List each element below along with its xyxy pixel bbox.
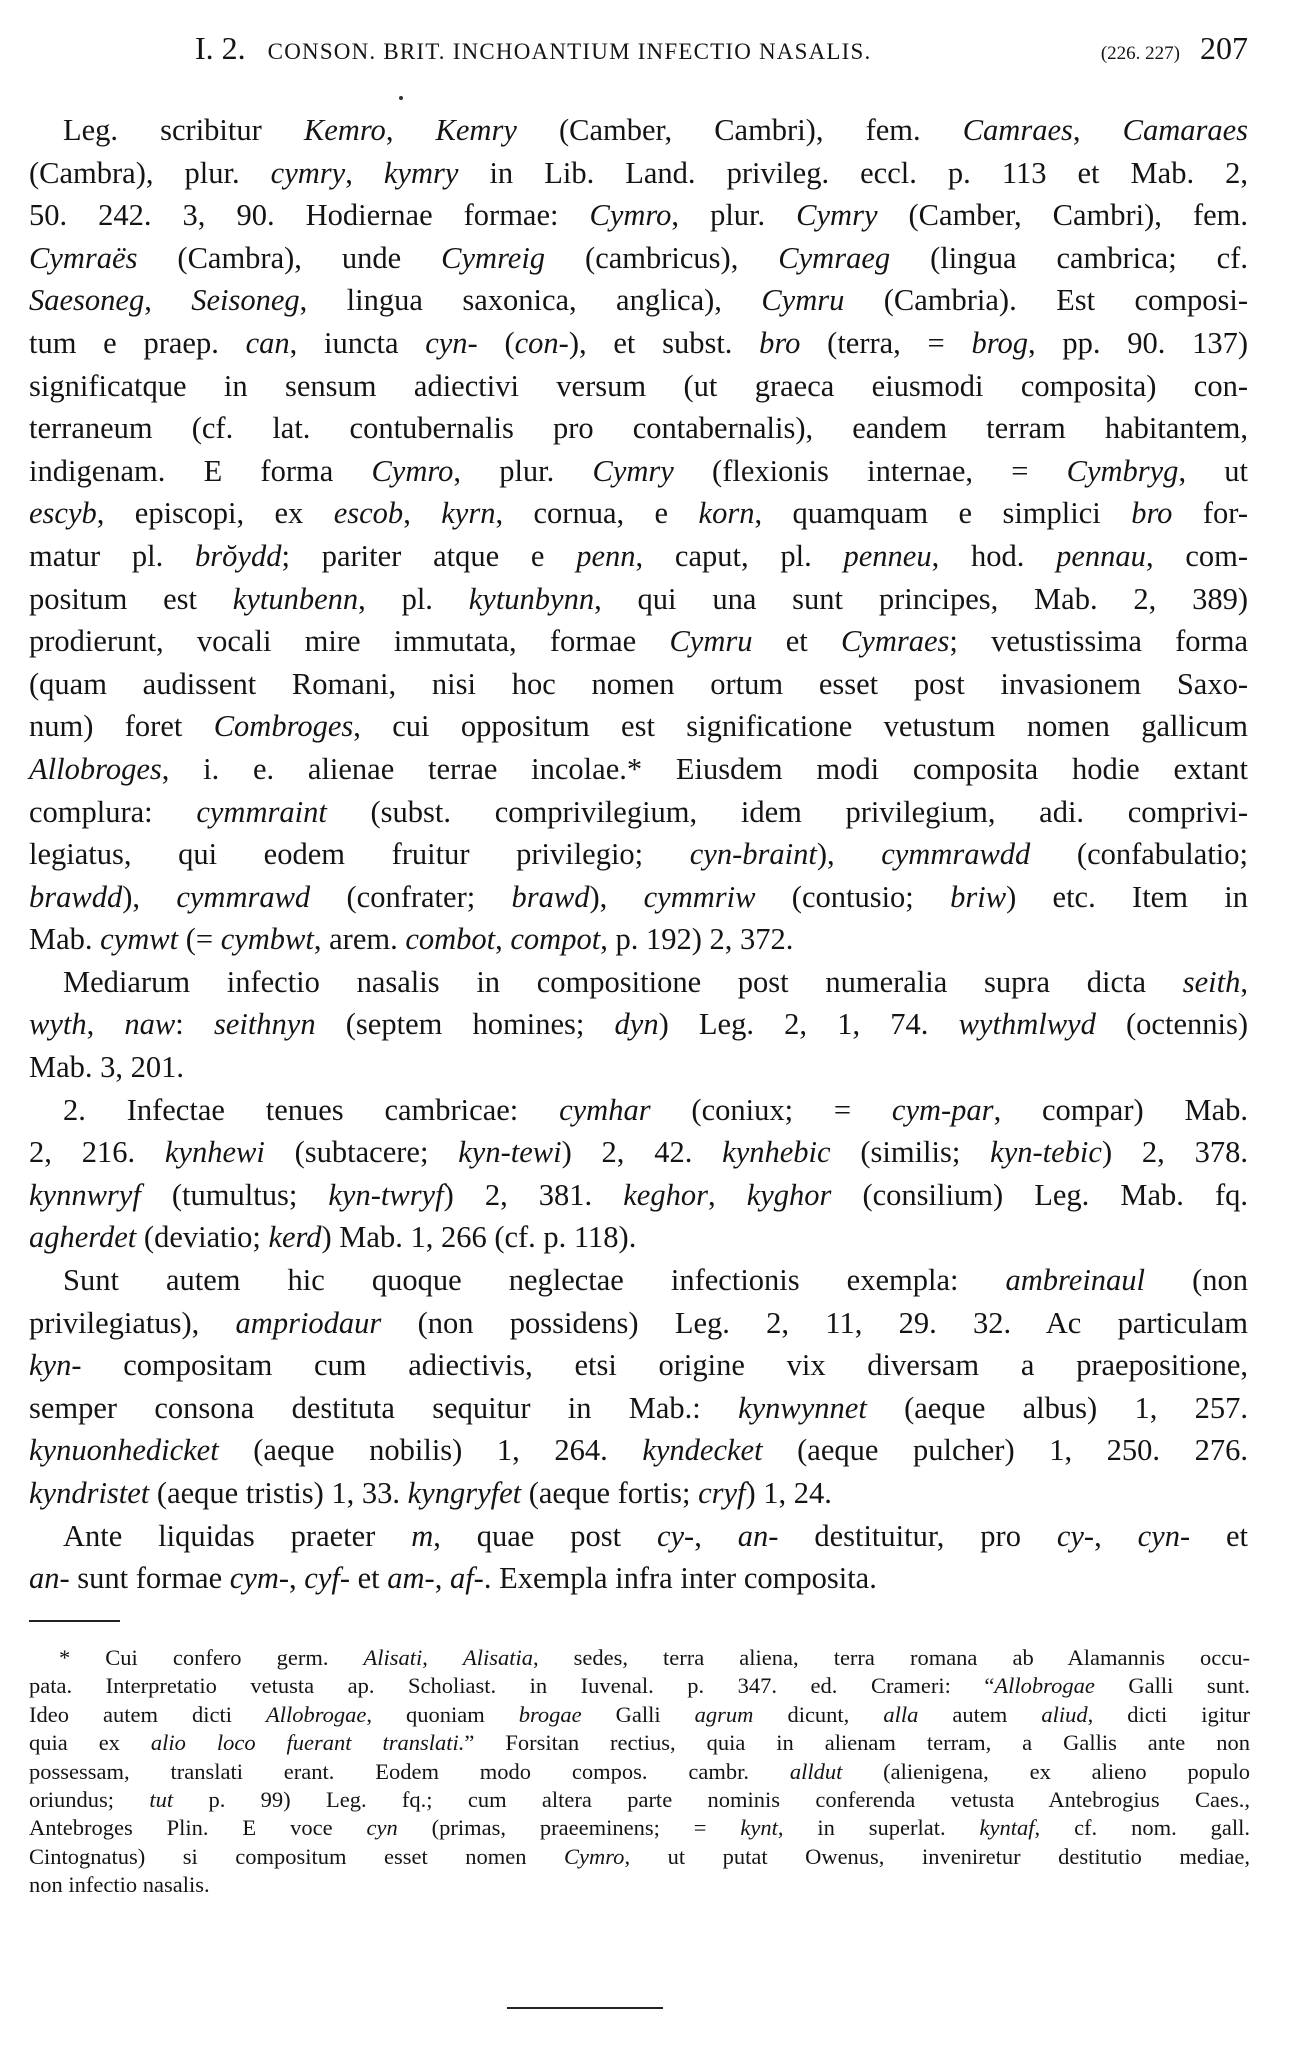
text-run: Leg. scribitur: [63, 113, 304, 147]
italic-term: penneu: [843, 538, 932, 573]
italic-term: cy-: [1056, 1518, 1095, 1553]
text-run: possessam, translati erant. Eodem modo compos. cambr.: [29, 1758, 790, 1784]
text-run: Antebroges Plin. E voce: [29, 1815, 367, 1841]
italic-term: cym-par: [891, 1092, 994, 1127]
page-number: 207: [1200, 30, 1248, 66]
italic-term: ampriodaur: [235, 1305, 382, 1340]
text-run: 2, 216.: [29, 1135, 165, 1170]
text-run: , in superlat.: [777, 1815, 980, 1841]
italic-term: escyb: [29, 496, 97, 531]
text-run: ,: [385, 113, 436, 147]
text-run: (aeque fortis;: [521, 1476, 699, 1510]
italic-term: Kemro: [303, 113, 386, 147]
text-run: ) 2, 381.: [443, 1177, 624, 1212]
text-run: Galli sunt.: [1094, 1673, 1250, 1699]
italic-term: escob: [333, 496, 404, 531]
text-run: compositam cum adiectivis, etsi origine vix diversam a praepositione,: [81, 1348, 1248, 1383]
body-line: [29, 1174, 1248, 1217]
text-run: ),: [122, 879, 177, 914]
text-run: ; pariter atque e: [281, 538, 577, 573]
text-run: (alienigena, ex alieno populo: [842, 1758, 1250, 1784]
body-line: [29, 876, 1248, 919]
body-line: [29, 1089, 1248, 1132]
italic-term: cryf: [698, 1476, 746, 1510]
italic-term: Seisoneg: [191, 283, 300, 318]
text-run: ) Leg. 2, 1, 74.: [658, 1007, 959, 1042]
text-run: (aeque albus) 1, 257.: [866, 1390, 1248, 1425]
italic-term: kynwynnet: [738, 1390, 867, 1425]
text-run: ) 2, 378.: [1101, 1135, 1248, 1170]
text-run: 50. 242. 3, 90. Hodiernae formae:: [29, 198, 590, 233]
italic-term: kynhebic: [722, 1135, 831, 1170]
italic-term: Allobrogae: [994, 1673, 1095, 1699]
body-line: [29, 1131, 1248, 1174]
body-line: [29, 535, 1248, 578]
italic-term: cymmrawd: [176, 879, 311, 914]
italic-term: Cymraës: [29, 240, 138, 275]
text-run: ) 1, 24.: [745, 1476, 832, 1510]
text-run: (Camber, Cambri), fem.: [877, 198, 1248, 233]
text-run: , cornua, e: [495, 496, 699, 531]
italic-term: brogae: [518, 1701, 582, 1727]
italic-term: korn: [698, 496, 755, 531]
footnote-line: [29, 1701, 1250, 1729]
text-run: , ut: [1178, 453, 1248, 488]
italic-term: agrum: [694, 1701, 754, 1727]
text-run: ,: [1094, 1518, 1138, 1553]
text-run: (quam audissent Romani, nisi hoc nomen ortum esset post invasionem Saxo-: [29, 666, 1248, 701]
text-run: , dicti igitur: [1087, 1701, 1250, 1727]
text-run: pata. Interpretatio vetusta ap. Scholiast. in Iuvenal. p. 347. ed. Crameri: “: [29, 1673, 995, 1699]
text-run: , com-: [1145, 538, 1249, 573]
text-run: (tumultus;: [140, 1177, 329, 1212]
page-end-rule: [507, 2007, 663, 2009]
text-run: et: [350, 1561, 388, 1596]
text-run: , cui oppositum est significatione vetustum nomen gallicum: [353, 709, 1248, 744]
text-run: Ideo autem dicti: [29, 1701, 266, 1727]
italic-term: alio loco fuerant translati.: [150, 1730, 465, 1756]
italic-term: Cymro: [371, 453, 454, 488]
body-line: [29, 194, 1248, 237]
section-refs: (226. 227): [1100, 43, 1180, 64]
text-run: ) etc. Item in: [1006, 879, 1248, 914]
italic-term: kymry: [383, 155, 459, 190]
italic-term: tut: [149, 1786, 174, 1812]
italic-term: Allobroges: [29, 751, 162, 786]
text-run: tum e praep.: [29, 325, 246, 360]
italic-term: keghor: [623, 1177, 708, 1212]
italic-term: kyn-tewi: [458, 1135, 562, 1170]
text-run: (consilium) Leg. Mab. fq.: [831, 1177, 1248, 1212]
italic-term: kyn-: [29, 1348, 82, 1383]
italic-term: Cymru: [669, 624, 753, 659]
text-run: privilegiatus),: [29, 1305, 236, 1340]
italic-term: kynhewi: [164, 1135, 265, 1170]
italic-term: ambreinaul: [1005, 1263, 1146, 1298]
text-run: , sedes, terra aliena, terra romana ab Alamannis occu-: [532, 1645, 1250, 1670]
italic-term: kyn-tebic: [990, 1135, 1102, 1170]
body-line: [29, 748, 1248, 791]
text-run: (=: [178, 922, 221, 957]
text-run: , quamquam e simplici: [754, 496, 1132, 531]
text-run: non infectio nasalis.: [29, 1872, 210, 1898]
text-run: ,: [434, 1561, 450, 1596]
italic-term: kyndecket: [642, 1433, 763, 1468]
text-run: sunt formae: [69, 1561, 230, 1596]
italic-term: cymmraint: [196, 794, 327, 829]
italic-term: cy-: [656, 1518, 695, 1553]
body-line: [29, 1046, 1248, 1089]
italic-term: cymmrawdd: [881, 837, 1031, 872]
text-run: Cintognatus) si compositum esset nomen: [29, 1843, 565, 1869]
text-run: Ante liquidas praeter: [63, 1518, 412, 1553]
text-run: (flexionis internae, =: [673, 453, 1067, 488]
italic-term: cym-: [229, 1561, 290, 1596]
footnote-line: [29, 1786, 1250, 1814]
italic-term: Saesoneg: [29, 283, 145, 318]
body-line: [29, 450, 1248, 493]
text-run: (deviatio;: [136, 1220, 269, 1255]
text-run: quia ex: [29, 1730, 151, 1756]
italic-term: seith: [1182, 964, 1241, 999]
text-run: matur pl.: [29, 538, 196, 573]
body-line: [29, 1515, 1248, 1558]
italic-term: briw: [950, 879, 1007, 914]
text-run: ,: [1072, 113, 1123, 147]
text-run: prodierunt, vocali mire immutata, formae: [29, 624, 670, 659]
italic-term: Cymro: [589, 198, 672, 233]
text-run: et: [1190, 1518, 1249, 1553]
text-run: ,: [86, 1007, 125, 1042]
text-run: ) 2, 42.: [561, 1135, 723, 1170]
text-run: ; vetustissima forma: [949, 624, 1248, 659]
footnote-line: [29, 1672, 1250, 1700]
text-run: complura:: [29, 794, 197, 829]
text-run: , caput, pl.: [635, 538, 844, 573]
text-run: , pp. 90. 137): [1027, 325, 1248, 360]
text-run: (confabulatio;: [1030, 837, 1248, 872]
body-line: [29, 492, 1248, 535]
text-run: (aeque nobilis) 1, 264.: [218, 1433, 643, 1468]
italic-term: Combroges: [213, 709, 354, 744]
body-line: [29, 1472, 1248, 1515]
italic-term: alldut: [789, 1758, 843, 1784]
italic-term: wyth: [29, 1007, 87, 1042]
text-run: (: [477, 325, 515, 360]
italic-term: kytunbynn: [468, 581, 595, 616]
text-run: , quoniam: [366, 1701, 519, 1727]
text-run: ) Mab. 1, 266 (cf. p. 118).: [321, 1220, 637, 1255]
text-run: (non possidens) Leg. 2, 11, 29. 32. Ac particulam: [381, 1305, 1248, 1340]
body-line: [29, 1003, 1248, 1046]
body-line: [29, 578, 1248, 621]
italic-term: cymry: [270, 155, 346, 190]
section-number: I. 2.: [195, 30, 246, 66]
text-run: (non: [1145, 1263, 1248, 1298]
text-run: positum est: [29, 581, 233, 616]
italic-term: Camraes: [962, 113, 1073, 147]
body-line: [29, 322, 1248, 365]
text-run: semper consona destituta sequitur in Mab.:: [29, 1390, 739, 1425]
text-run: Mab. 3, 201.: [29, 1050, 185, 1085]
text-run: ,: [694, 1518, 738, 1553]
running-title: CONSON. BRIT. INCHOANTIUM INFECTIO NASALIS.: [267, 39, 872, 64]
running-header: [195, 30, 1248, 74]
text-run: Galli: [581, 1701, 695, 1727]
text-run: , p. 192) 2, 372.: [600, 922, 794, 957]
text-run: ),: [589, 879, 644, 914]
text-run: , arem.: [313, 922, 406, 957]
text-run: , iuncta: [289, 325, 426, 360]
italic-term: brawdd: [29, 879, 123, 914]
italic-term: cymbwt: [220, 922, 314, 957]
italic-term: Cymro: [564, 1843, 625, 1869]
italic-term: Cymry: [796, 198, 878, 233]
text-run: autem: [918, 1701, 1042, 1727]
text-run: in Lib. Land. privileg. eccl. p. 113 et Mab. 2,: [458, 155, 1249, 190]
text-run: ,: [1240, 964, 1248, 999]
italic-term: cyf-: [304, 1561, 350, 1596]
text-run: (octennis): [1095, 1007, 1248, 1042]
text-run: (Cambra), unde: [137, 240, 442, 275]
text-run: (aeque pulcher) 1, 250. 276.: [762, 1433, 1248, 1468]
text-run: , i. e. alienae terrae incolae.* Eiusdem modi composita hodie extant: [161, 751, 1248, 786]
text-run: ,: [422, 1645, 463, 1670]
italic-term: kynuonhedicket: [29, 1433, 219, 1468]
body-line: [29, 1387, 1248, 1430]
body-line: [29, 705, 1248, 748]
text-run: indigenam. E forma: [29, 453, 372, 488]
text-run: 2. Infectae tenues cambricae:: [63, 1092, 560, 1127]
text-run: dicunt,: [753, 1701, 884, 1727]
italic-term: cyn-braint: [689, 837, 817, 872]
text-run: . Exempla infra inter composita.: [483, 1561, 877, 1596]
text-run: (terra, =: [800, 325, 972, 360]
body-line: [29, 279, 1248, 322]
text-run: , plur.: [671, 198, 797, 233]
body-line: [29, 407, 1248, 450]
body-line: [29, 1259, 1248, 1302]
body-line: [29, 961, 1248, 1004]
text-run: (septem homines;: [315, 1007, 615, 1042]
italic-term: m: [411, 1518, 434, 1553]
text-run: * Cui confero germ.: [59, 1645, 364, 1670]
text-run: num) foret: [29, 709, 214, 744]
body-line: [29, 1429, 1248, 1472]
text-run: (subtacere;: [264, 1135, 459, 1170]
text-run: (cambricus),: [545, 240, 779, 275]
italic-term: brawd: [511, 879, 590, 914]
italic-term: Alisatia: [462, 1645, 533, 1670]
italic-term: seithnyn: [213, 1007, 316, 1042]
text-run: p. 99) Leg. fq.; cum altera parte nominis conferenda vetusta Antebrogius Caes.,: [173, 1786, 1250, 1812]
italic-term: brog: [971, 325, 1028, 360]
text-run: , qui una sunt principes, Mab. 2, 389): [594, 581, 1248, 616]
text-run: ” Forsitan rectius, quia in alienam terram, a Gallis ante non: [464, 1730, 1250, 1756]
text-run: (confrater;: [310, 879, 512, 914]
italic-term: compot: [510, 922, 601, 957]
italic-term: an-: [29, 1561, 70, 1596]
italic-term: cyn-: [425, 325, 478, 360]
text-run: , pl.: [358, 581, 469, 616]
italic-term: naw: [124, 1007, 176, 1042]
text-run: ,: [707, 1177, 747, 1212]
body-line: [29, 365, 1248, 408]
text-run: ,: [345, 155, 384, 190]
footnote-line: [29, 1814, 1250, 1842]
text-run: , hod.: [931, 538, 1057, 573]
text-run: , cf. nom. gall.: [1034, 1815, 1250, 1841]
italic-term: combot: [405, 922, 496, 957]
italic-term: Alisati: [363, 1645, 423, 1670]
text-run: (lingua cambrica; cf.: [890, 240, 1248, 275]
italic-term: am-: [387, 1561, 435, 1596]
text-run: , plur.: [453, 453, 593, 488]
text-run: ,: [403, 496, 442, 531]
body-line: [29, 1216, 1248, 1259]
text-run: ),: [816, 837, 882, 872]
italic-term: aliud: [1041, 1701, 1088, 1727]
text-run: terraneum (cf. lat. contubernalis pro contabernalis), eandem terram habitantem,: [29, 411, 1248, 446]
footnote-line: [29, 1729, 1250, 1757]
text-run: (Cambria). Est composi-: [844, 283, 1248, 318]
footnote-rule: [29, 1620, 120, 1622]
italic-term: Cymraeg: [778, 240, 891, 275]
body-line: [29, 918, 1248, 961]
italic-term: kyngryfet: [407, 1476, 522, 1510]
text-run: (subst. comprivilegium, idem privilegium, adi. comprivi-: [326, 794, 1249, 829]
footnote: [29, 1644, 1250, 1900]
italic-term: kyndristet: [29, 1476, 150, 1510]
italic-term: af-: [449, 1561, 484, 1596]
text-run: , episcopi, ex: [96, 496, 334, 531]
main-text: [29, 109, 1248, 1600]
italic-term: agherdet: [29, 1220, 137, 1255]
text-run: (similis;: [830, 1135, 991, 1170]
text-run: et: [752, 624, 841, 659]
body-line: [29, 1302, 1248, 1345]
body-line: [29, 1557, 1248, 1600]
italic-term: Kemry: [435, 113, 517, 147]
text-run: (aeque tristis) 1, 33.: [149, 1476, 408, 1510]
italic-term: cyn: [366, 1815, 398, 1841]
text-run: ,: [144, 283, 192, 318]
italic-term: kerd: [268, 1220, 322, 1255]
text-run: , ut putat Owenus, inveniretur destitutio mediae,: [624, 1843, 1251, 1869]
text-run: for-: [1172, 496, 1248, 531]
italic-term: kyn-twryf: [328, 1177, 444, 1212]
body-line: [29, 833, 1248, 876]
text-run: destituitur, pro: [778, 1518, 1057, 1553]
body-line: [29, 237, 1248, 280]
footnote-line: [29, 1871, 1250, 1899]
italic-term: Cymru: [761, 283, 845, 318]
text-run: Mediarum infectio nasalis in compositione post numeralia supra dicta: [63, 964, 1183, 999]
italic-term: Cymraes: [840, 624, 950, 659]
italic-term: alla: [883, 1701, 919, 1727]
text-run: (Cambra), plur.: [29, 155, 271, 190]
text-run: ,: [289, 1561, 305, 1596]
italic-term: dyn: [614, 1007, 659, 1042]
italic-term: cymmriw: [643, 879, 756, 914]
text-run: legiatus, qui eodem fruitur privilegio;: [29, 837, 690, 872]
italic-term: pennau: [1056, 538, 1146, 573]
italic-term: Cymry: [592, 453, 674, 488]
text-run: oriundus;: [29, 1786, 150, 1812]
italic-term: cymwt: [100, 922, 179, 957]
ink-speck: [399, 96, 403, 100]
italic-term: Cymbryg: [1066, 453, 1179, 488]
italic-term: can: [245, 325, 290, 360]
body-line: [29, 620, 1248, 663]
italic-term: bro: [1131, 496, 1173, 531]
italic-term: penn: [576, 538, 636, 573]
footnote-line: [29, 1758, 1250, 1786]
text-run: ), et subst.: [568, 325, 760, 360]
italic-term: Allobrogae: [265, 1701, 367, 1727]
body-line: [29, 663, 1248, 706]
italic-term: kytunbenn: [232, 581, 359, 616]
text-run: (primas, praeeminens; =: [397, 1815, 741, 1841]
italic-term: kynt: [740, 1815, 778, 1841]
italic-term: Cymreig: [441, 240, 546, 275]
text-run: ,: [495, 922, 511, 957]
text-run: :: [175, 1007, 214, 1042]
italic-term: cymhar: [559, 1092, 651, 1127]
text-run: , quae post: [433, 1518, 657, 1553]
text-run: , lingua saxonica, anglica),: [299, 283, 762, 318]
italic-term: kyntaf: [979, 1815, 1035, 1841]
text-run: (Camber, Cambri), fem.: [516, 113, 963, 147]
italic-term: kyghor: [746, 1177, 832, 1212]
body-line: [29, 791, 1248, 834]
footnote-line: [29, 1843, 1250, 1871]
body-line: [29, 152, 1248, 195]
italic-term: kyrn: [441, 496, 496, 531]
body-line: [29, 1344, 1248, 1387]
italic-term: wythmlwyd: [958, 1007, 1096, 1042]
text-run: (contusio;: [755, 879, 951, 914]
text-run: Sunt autem hic quoque neglectae infectionis exempla:: [63, 1263, 1006, 1298]
italic-term: kynnwryf: [29, 1177, 141, 1212]
body-line: [29, 109, 1248, 152]
italic-term: brŏydd: [195, 538, 282, 573]
text-run: Mab.: [29, 922, 101, 957]
italic-term: con-: [514, 325, 569, 360]
italic-term: bro: [759, 325, 801, 360]
text-run: , compar) Mab.: [993, 1092, 1248, 1127]
italic-term: cyn-: [1137, 1518, 1191, 1553]
footnote-line: [29, 1644, 1250, 1672]
text-run: (coniux; =: [650, 1092, 892, 1127]
text-run: significatque in sensum adiectivi versum (ut graeca eiusmodi composita) con-: [29, 368, 1248, 403]
italic-term: an-: [737, 1518, 779, 1553]
italic-term: Camaraes: [1122, 113, 1249, 147]
